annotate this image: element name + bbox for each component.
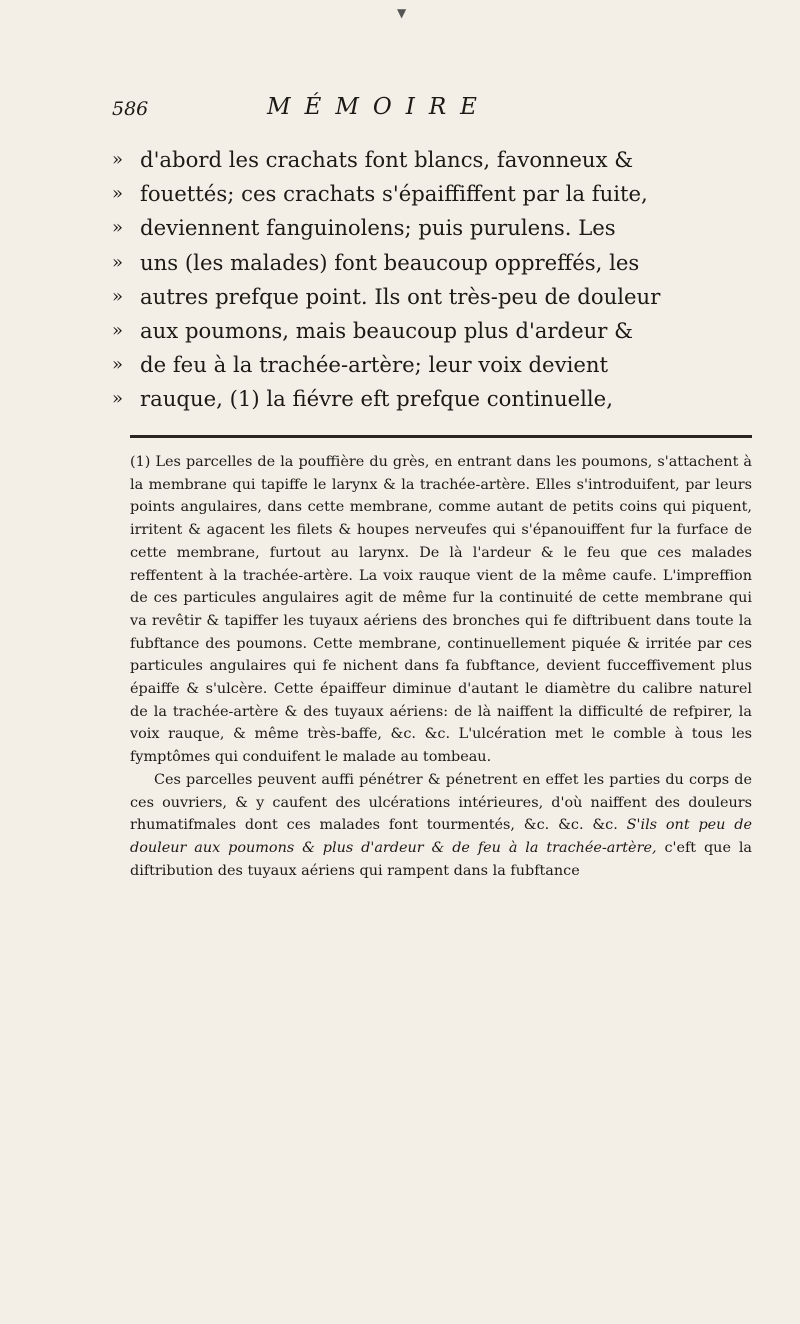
quote-mark: » xyxy=(112,149,124,170)
page-number: 586 xyxy=(112,98,149,120)
quote-mark: » xyxy=(112,217,124,239)
footnote-text: Ces parcelles peuvent auffi pénétrer & pénetrent en effet les parties du corps de ces ouvriers, & y caufent des ulcérations intérieures, d'où naiffent des douleurs rhumatifmales dont ces malades font tourmentés, &c. &c. &c. xyxy=(130,771,752,834)
running-title: MÉMOIRE xyxy=(267,94,491,120)
top-printer-mark: ▼ xyxy=(397,6,407,20)
text-line xyxy=(112,382,752,416)
text-line-content: de feu à la trachée-artère; leur voix devient xyxy=(140,352,609,378)
quote-mark: » xyxy=(112,388,124,410)
text-line-content: fouettés; ces crachats s'épaiffiffent par la fuite, xyxy=(140,181,648,207)
footnote-text: c'eft que la diftribution des tuyaux aériens qui rampent dans la fubftance xyxy=(130,839,753,879)
quote-mark: » xyxy=(112,285,124,307)
page-header xyxy=(112,94,712,134)
footnote-paragraph: (1) Les parcelles de la pouffière du grès, en entrant dans les poumons, s'attachent à la membrane qui tapiffe le larynx & la trachée-artère. Elles s'introduifent, par leurs points angulaires, dans cette membrane, comme autant de petits coins qui piquent, irritent & agacent les filets & houpes nerveufes qui s'épanouiffent fur la furface de cette membrane, furtout au larynx. De là l'ardeur & le feu que ces malades reffentent à la trachée-artère. La voix rauque vient de la même caufe. L'impreffion de ces particules angulaires agit de même fur la continuité de cette membrane qui va revêtir & tapiffer les tuyaux aériens des bronches qui fe diftribuent dans toute la fubftance des poumons. Cette membrane, continuellement piquée & irritée par ces particules angulaires qui fe nichent dans fa fubftance, devient fucceffivement plus épaiffe & s'ulcère. Cette épaiffeur diminue d'autant le diamètre du calibre naturel de la trachée-artère & des tuyaux aériens: de là naiffent la difficulté de refpirer, la voix rauque, & même très-baffe, &c. &c. L'ulcération met le comble à tous les fymptômes qui conduifent le malade au tombeau. xyxy=(130,454,752,766)
text-line xyxy=(112,314,752,348)
text-line-content: d'abord les crachats font blancs, favonneux & xyxy=(140,147,634,172)
quote-mark: » xyxy=(112,319,124,341)
text-line-content: uns (les malades) font beaucoup oppreffés, les xyxy=(140,249,640,275)
main-text-block xyxy=(112,143,752,417)
text-line-content: rauque, (1) la fiévre eft prefque continuelle, xyxy=(140,386,613,412)
text-line xyxy=(112,246,752,280)
text-line xyxy=(112,280,752,314)
text-line-content: aux poumons, mais beaucoup plus d'ardeur & xyxy=(140,317,634,343)
footnote-paragraph xyxy=(130,769,752,883)
quote-mark: » xyxy=(112,251,124,273)
text-line xyxy=(112,211,752,245)
quote-mark: » xyxy=(112,354,124,376)
text-line xyxy=(112,143,752,177)
footnote-separator xyxy=(130,435,752,438)
footnote xyxy=(130,451,752,882)
text-line-content: autres prefque point. Ils ont très-peu de douleur xyxy=(140,283,661,309)
quote-mark: » xyxy=(112,183,124,205)
text-line-content: deviennent fanguinolens; puis purulens. Les xyxy=(140,215,616,241)
text-line xyxy=(112,348,752,382)
text-line xyxy=(112,177,752,211)
footnote-italic-text: S'ils ont peu de douleur aux poumons & plus d'ardeur & de feu à la trachée-artère, xyxy=(130,817,752,856)
